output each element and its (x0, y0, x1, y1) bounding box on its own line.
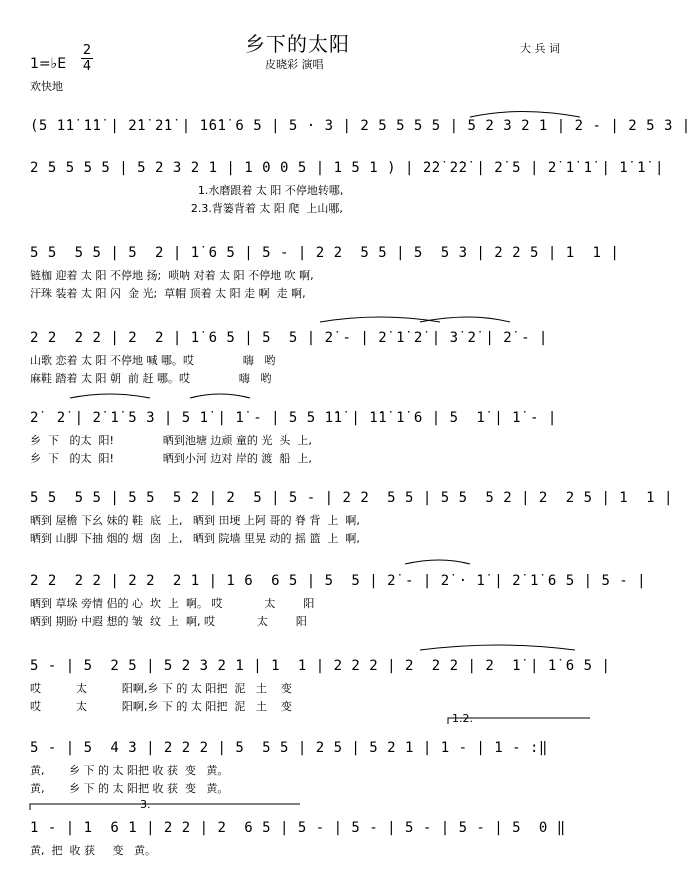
lyric-line-2: 黄, 乡 下 的 太 阳把 收 获 变 黄。 (30, 782, 229, 795)
slur (70, 394, 150, 398)
time-bottom: 4 (82, 59, 92, 74)
slur (420, 317, 510, 322)
lyricist-credit: 大 兵 词 (520, 42, 560, 55)
notation-line: 5 5 5 5 | 5 2 | 1̇ 6 5 | 5 - | 2 2 5 5 | 5 5 3 | 2 2 5 | 1 1 | (30, 245, 620, 261)
lyric-line-1: 黄, 把 收 获 变 黄。 (30, 844, 156, 857)
tempo-marking: 欢快地 (30, 80, 63, 93)
performer-credit: 皮晓彩 演唱 (265, 58, 324, 71)
lyric-line-2: 麻鞋 踏着 太 阳 朝 前 赶 哪。哎 嗨 哟 (30, 372, 272, 385)
slur (405, 560, 470, 564)
lyric-line-1: 黄, 乡 下 的 太 阳把 收 获 变 黄。 (30, 764, 229, 777)
slur (420, 645, 575, 650)
lyric-line-2: 晒到 山脚 下抽 烟的 烟 囱 上, 晒到 院墙 里晃 动的 摇 篮 上 啊, (30, 532, 360, 545)
notation-line: 2 5 5 5 5 | 5 2 3 2 1 | 1 0 0 5 | 1 5 1 ) | 2̇2̇ 2̇2̇ | 2̇ 5 | 2̇ 1̇ 1̇ | 1̇ 1̇ | (30, 160, 664, 176)
lyric-line-1: 乡 下 的太 阳! 晒到池塘 边顽 童的 光 头 上, (30, 434, 312, 447)
notation-line: 2 2 2 2 | 2 2 2 1 | 1 6 6 5 | 5 5 | 2̇ - | 2̇ · 1̇ | 2̇ 1̇ 6 5 | 5 - | (30, 573, 647, 589)
notation-line: (5 1̇1̇ 1̇1̇ | 2̇1̇ 2̇1̇ | 1̇6̇1̇ 6 5 | 5 · 3 | 2 5 5 5 5 | 5 2 3 2 1 | 2 - | 2 5 3 | (30, 118, 691, 134)
time-top: 2 (82, 43, 92, 58)
lyric-line-1: 晒到 草垛 旁情 侣的 心 坎 上 啊。 哎 太 阳 (30, 597, 315, 610)
volta-label-1-2: 1.2. (452, 712, 473, 725)
time-signature (80, 44, 94, 73)
slur (190, 394, 250, 398)
lyric-line-1: 哎 太 阳啊,乡 下 的 太 阳把 泥 土 变 (30, 682, 292, 695)
lyric-line-1: 山歌 恋着 太 阳 不停地 喊 哪。哎 嗨 哟 (30, 354, 276, 367)
lyric-line-2: 哎 太 阳啊,乡 下 的 太 阳把 泥 土 变 (30, 700, 292, 713)
lyric-line-2: 汗珠 装着 太 阳 闪 金 光; 草帽 顶着 太 阳 走 啊 走 啊, (30, 287, 306, 300)
lyric-line-1: 1.水磨跟着 太 阳 不停地转哪, (30, 184, 344, 197)
notation-line: 5 - | 5 4 3 | 2 2 2 | 5 5 5 | 2 5 | 5 2 1 | 1 - | 1 - :‖ (30, 740, 548, 756)
notation-line: 5 - | 5 2 5 | 5 2 3 2 1 | 1 1 | 2 2 2 | 2 2 2 | 2 1̇ | 1̇ 6 5 | (30, 658, 611, 674)
lyric-line-2: 晒到 期盼 中遐 想的 皱 纹 上 啊, 哎 太 阳 (30, 615, 307, 628)
key-signature: 1=♭E (30, 56, 67, 72)
slur (470, 112, 580, 118)
lyric-line-1: 链枷 迎着 太 阳 不停地 扬; 唢呐 对着 太 阳 不停地 吹 啊, (30, 269, 314, 282)
lyric-line-2: 乡 下 的太 阳! 晒到小河 边对 岸的 渡 船 上, (30, 452, 312, 465)
notation-line: 2̇ 2̇ | 2̇ 1̇ 5 3 | 5 1̇ | 1̇ - | 5 5 1̇1̇ | 1̇1̇ 1̇ 6 | 5 1̇ | 1̇ - | (30, 410, 557, 426)
volta-bracket-3 (30, 804, 300, 810)
volta-label-3: 3. (140, 798, 151, 811)
notation-line: 2 2 2 2 | 2 2 | 1̇ 6 5 | 5 5 | 2̇ - | 2̇ 1̇ 2̇ | 3̇ 2̇ | 2̇ - | (30, 330, 548, 346)
notation-line: 5 5 5 5 | 5 5 5 2 | 2 5 | 5 - | 2 2 5 5 | 5 5 5 2 | 2 2 5 | 1 1 | (30, 490, 673, 506)
page-title: 乡下的太阳 (245, 32, 350, 56)
lyric-line-2: 2.3.背篓背着 太 阳 爬 上山哪, (30, 202, 343, 215)
notation-line: 1 - | 1 6 1 | 2 2 | 2 6 5 | 5 - | 5 - | 5 - | 5 - | 5 0 ‖ (30, 820, 566, 836)
slur (320, 317, 440, 322)
lyric-line-1: 晒到 屋檐 下幺 妹的 鞋 底 上, 晒到 田埂 上阿 哥的 脊 背 上 啊, (30, 514, 360, 527)
